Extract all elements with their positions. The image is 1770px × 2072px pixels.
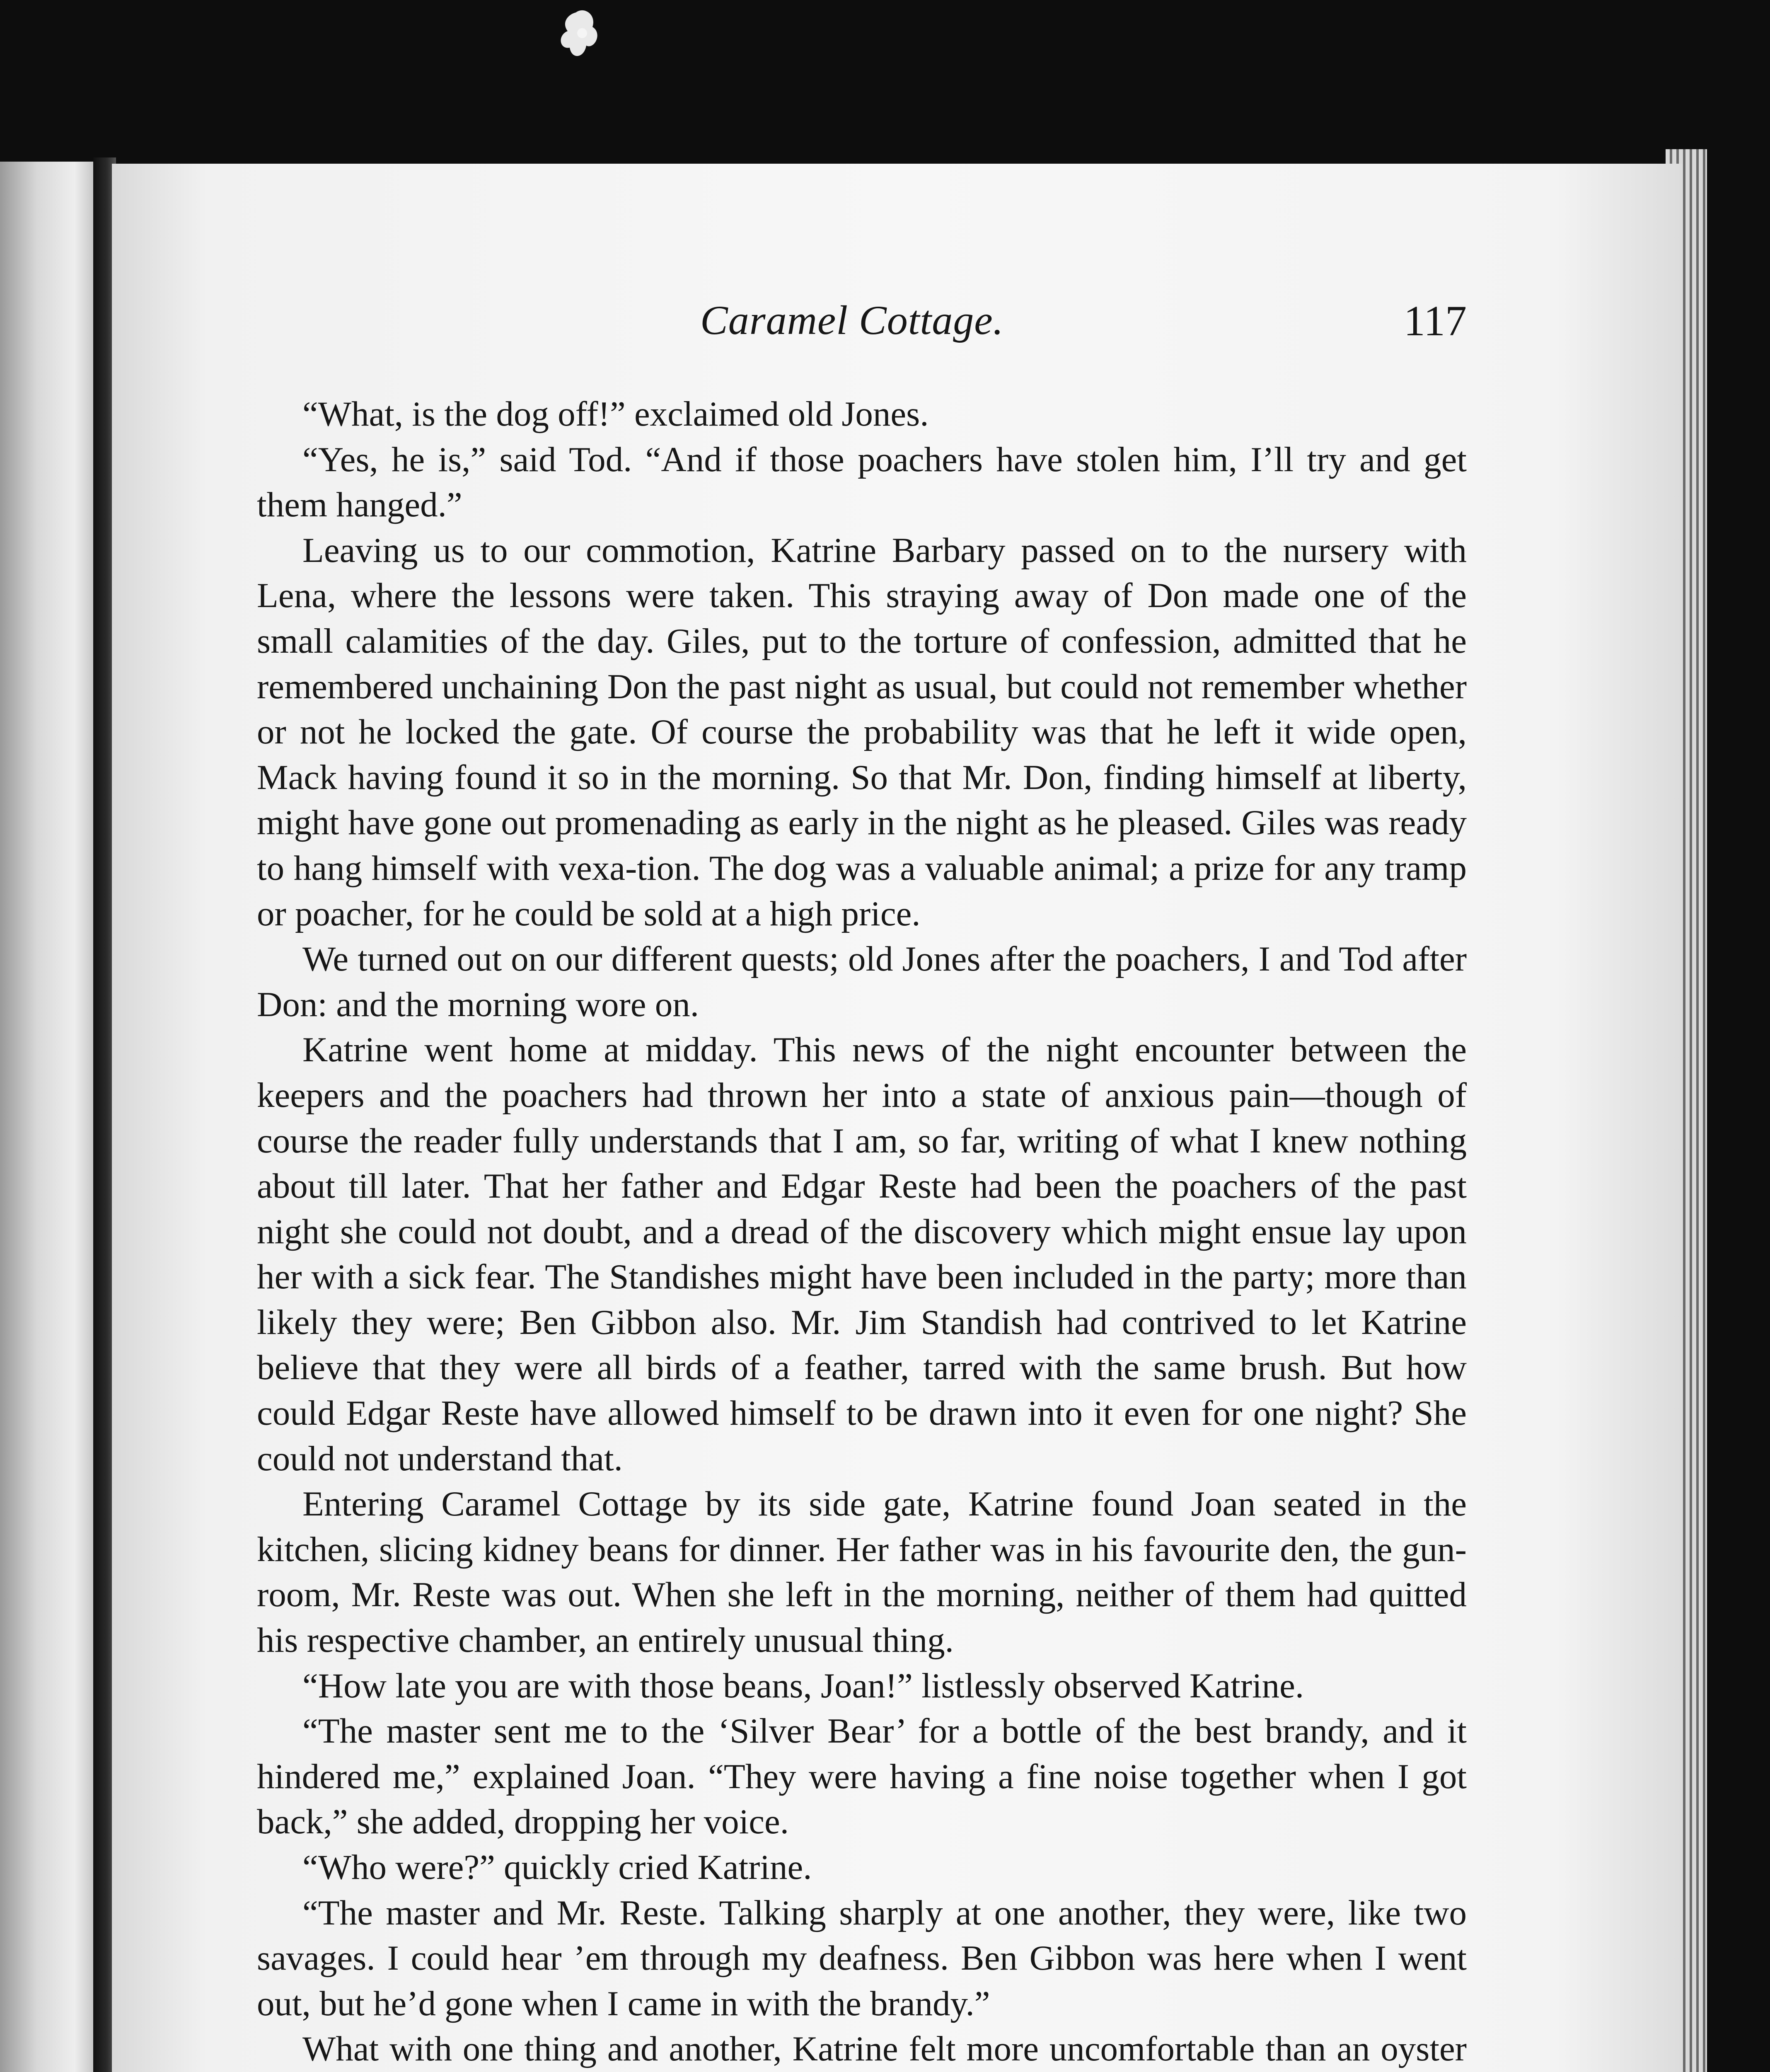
- paragraph: “The master and Mr. Reste. Talking sharply at one another, they were, like two savages. I could hear ’em through my deafness. Ben Gibbon was here when I went out, but he’d gone when I came in with the brandy.”: [257, 1893, 1467, 2023]
- paragraph: What with one thing and another, Katrine felt more uncomfortable than an oyster: [302, 2029, 1467, 2069]
- paragraph: “Yes, he is,” said Tod. “And if those poachers have stolen him, I’ll try and get them hanged.”: [257, 440, 1467, 525]
- body-text: [257, 392, 1467, 2072]
- paragraph: “What, is the dog off!” exclaimed old Jones.: [302, 395, 929, 433]
- paragraph: We turned out on our different quests; old Jones after the poachers, I and Tod after Don: and the morning wore on.: [257, 939, 1467, 1024]
- paragraph: Leaving us to our commotion, Katrine Barbary passed on to the nursery with Lena, where the lessons were taken. This straying away of Don made one of the small calamities of the day. Giles, put to the torture of confession, admitted that he remembered unchaining Don the past night as usual, but could not remember whether or not he locked the gate. Of course the probability was that he left it wide open, Mack having found it so in the morning. So that Mr. Don, finding himself at liberty, might have gone out promenading as early in the night as he pleased. Giles was ready to hang himself with vexa-tion. The dog was a valuable animal; a prize for any tramp or poacher, for he could be sold at a high price.: [257, 530, 1467, 933]
- paragraph: Entering Caramel Cottage by its side gate, Katrine found Joan seated in the kitchen, slicing kidney beans for dinner. Her father was in his favourite den, the gun-room, Mr. Reste was out. When she left in the morning, neither of them had quitted his respective chamber, an entirely unusual thing.: [257, 1484, 1467, 1660]
- running-title: Caramel Cottage.: [700, 297, 1004, 343]
- facing-page-edge: [0, 162, 93, 2072]
- ink-blot-icon: [551, 4, 613, 70]
- paragraph: “How late you are with those beans, Joan!” listlessly observed Katrine.: [302, 1666, 1304, 1705]
- running-head: [257, 296, 1467, 363]
- page-number: 117: [1403, 297, 1467, 345]
- paragraph: Katrine went home at midday. This news of the night encounter between the keepers and the poachers had thrown her into a state of anxious pain—though of course the reader fully understands that I am, so far, writing of what I knew nothing about till later. That her father and Edgar Reste had been the poachers of the past night she could not doubt, and a dread of the discovery which might ensue lay upon her with a sick fear. The Standishes might have been included in the party; more than likely they were; Ben Gibbon also. Mr. Jim Standish had contrived to let Katrine believe that they were all birds of a feather, tarred with the same brush. But how could Edgar Reste have allowed himself to be drawn into it even for one night? She could not understand that.: [257, 1030, 1467, 1478]
- paragraph: “The master sent me to the ‘Silver Bear’ for a bottle of the best brandy, and it hindered me,” explained Joan. “They were having a fine noise together when I got back,” she added, dropping her voice.: [257, 1711, 1467, 1842]
- paragraph: “Who were?” quickly cried Katrine.: [302, 1848, 812, 1887]
